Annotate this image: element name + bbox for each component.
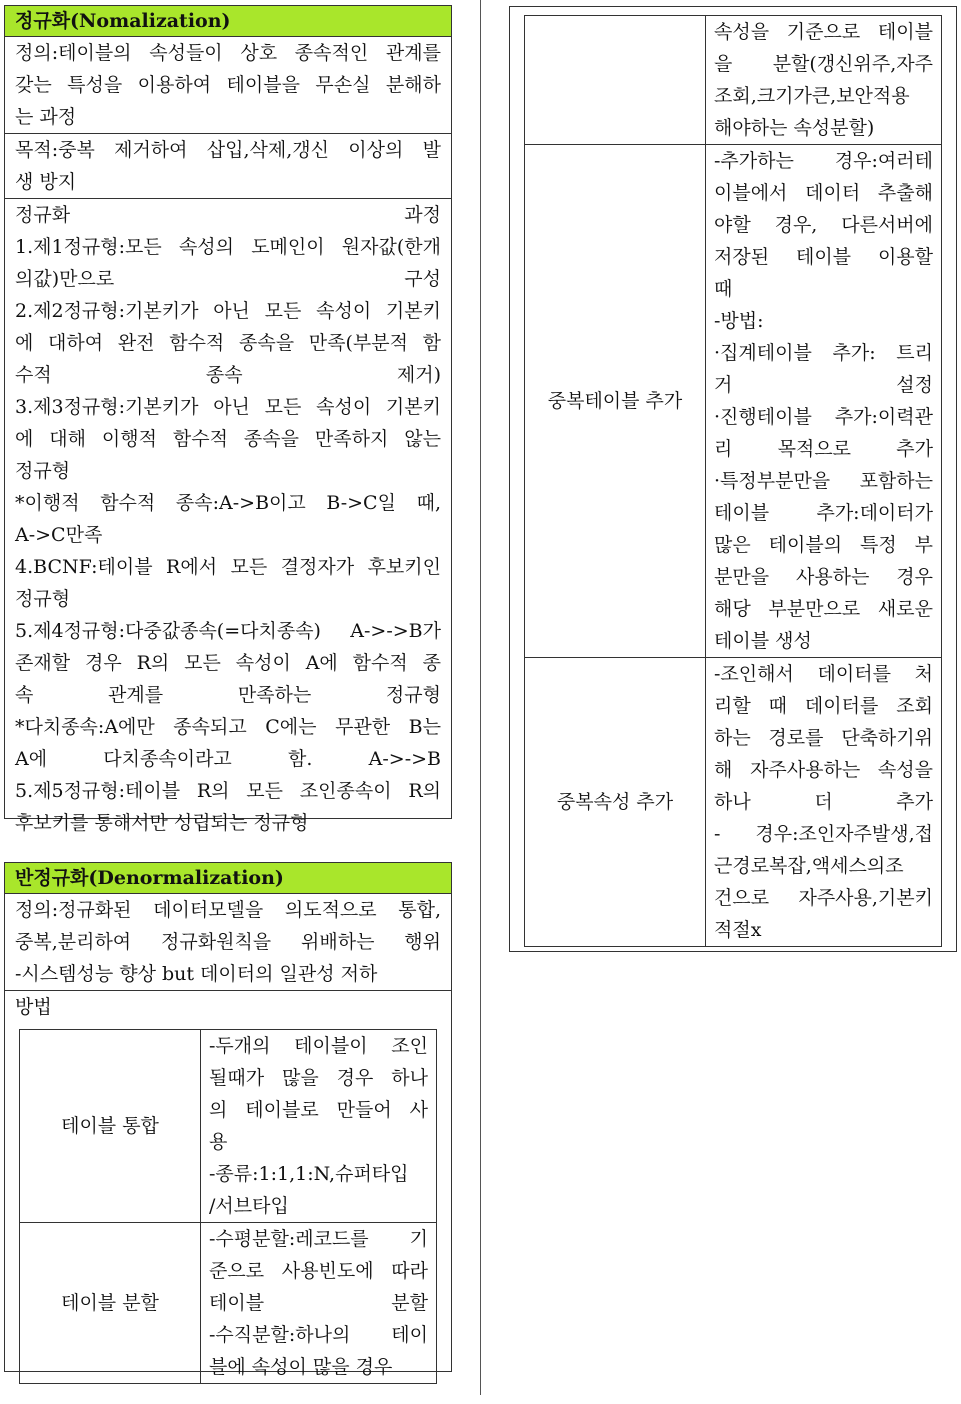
text-line: 조회,크기가큰,보안적용 [714,85,910,107]
text-line: -두개의 테이블이 조인 [209,1035,428,1057]
text-line: 에 대하여 완전 함수적 종속을 만족(부분적 함 [15,332,441,354]
text-line: 중복,분리하여 정규화원칙을 위배하는 행위 [15,931,441,953]
text-line: 적절x [714,919,762,941]
text-line: ·집계테이블 추가: 트리 [714,342,933,364]
text-line: /서브타입 [209,1195,289,1217]
text-line: 의 테이블로 만들어 사 [209,1099,428,1121]
row-label [525,16,706,145]
text-line: 테이블 분할 [209,1292,428,1314]
text-line: 목적:중복 제거하여 삽입,삭제,갱신 이상의 발 [15,139,441,161]
text-line: 수적 종속 제거) [15,364,441,386]
row-description [201,1030,437,1223]
text-line: 갖는 특성을 이용하여 테이블을 무손실 분해하 [15,74,441,96]
text-line: A에 다치종속이라고 함. A->->B [15,748,441,770]
text-line: 1.제1정규형:모든 속성의 도메인이 원자값(한개 [15,236,441,258]
normalization-box [4,5,452,834]
normalization-process [5,199,451,839]
text-line: 을 분할(갱신위주,자주 [714,53,933,75]
text-line: 속성을 기준으로 테이블 [714,21,933,43]
method-label: 방법 [15,996,52,1018]
text-line: 때 [714,278,733,300]
text-line: 리할 때 데이터를 조회 [714,695,933,717]
row-label: 테이블 통합 [20,1030,201,1223]
text-line: 하나 더 추가 [714,791,933,813]
text-line: 근경로복잡,액세스의조 [714,855,904,877]
text-line: 해당 부분만으로 새로운 [714,598,933,620]
row-label: 중복속성 추가 [525,658,706,947]
text-line: 정규화 과정 [15,204,441,226]
normalization-title: 정규화(Nomalization) [5,6,451,37]
text-line: A->C만족 [15,524,103,546]
text-line: 테이블 추가:데이터가 [714,502,933,524]
text-line: 해야하는 속성분할) [714,117,875,139]
text-line: 분만을 사용하는 경우 [714,566,933,588]
text-line: 야할 경우, 다른서버에 [714,214,933,236]
denormalization-box [4,862,452,1378]
text-line: 많은 테이블의 특정 부 [714,534,933,556]
text-line: 이블에서 데이터 추출해 [714,182,933,204]
text-line: 속 관계를 만족하는 정규형 [15,684,441,706]
text-line: 테이블 생성 [714,630,812,652]
text-line: 후보키를 통해서만 성립되는 정규형 [15,812,309,834]
text-line: 정규형 [15,588,71,610]
text-line: -조인해서 데이터를 처 [714,663,933,685]
table-row [525,16,942,145]
text-line: -방법: [714,310,764,332]
right-box [509,6,957,952]
text-line: 저장된 테이블 이용할 [714,246,933,268]
text-line: 준으로 사용빈도에 따라 [209,1260,428,1282]
table-row [20,1030,437,1223]
row-description [706,145,942,658]
text-line: -수평분할:레코드를 기 [209,1228,428,1250]
text-line: 정규형 [15,460,71,482]
denormalization-method-section [5,991,451,1378]
denormalization-title: 반정규화(Denormalization) [5,863,451,894]
text-line: 3.제3정규형:기본키가 아닌 모든 속성이 기본키 [15,396,441,418]
table-row [525,145,942,658]
text-line: -추가하는 경우:여러테 [714,150,933,172]
denormalization-definition [5,894,451,991]
row-description [706,658,942,947]
text-line: *이행적 함수적 종속:A->B이고 B->C일 때, [15,492,441,514]
text-line: 될때가 많을 경우 하나 [209,1067,428,1089]
text-line: 해 자주사용하는 속성을 [714,759,933,781]
right-table [524,15,942,947]
text-line: 정의:정규화된 데이터모델을 의도적으로 통합, [15,899,441,921]
text-line: -시스템성능 향상 but 데이터의 일관성 저하 [15,963,378,985]
text-line: 2.제2정규형:기본키가 아닌 모든 속성이 기본키 [15,300,441,322]
text-line: 건으로 자주사용,기본키 [714,887,933,909]
text-line: 용 [209,1131,228,1153]
text-line: 4.BCNF:테이블 R에서 모든 결정자가 후보키인 [15,556,441,578]
text-line: 리 목적으로 추가 [714,438,933,460]
row-description [201,1223,437,1384]
text-line: -수직분할:하나의 테이 [209,1324,428,1346]
text-line: 생 방지 [15,171,77,193]
text-line: 블에 속성이 많을 경우 [209,1356,393,1378]
text-line: -종류:1:1,1:N,슈퍼타입 [209,1163,409,1185]
row-description [706,16,942,145]
text-line: ·진행테이블 추가:이력관 [714,406,933,428]
text-line: 정의:테이블의 속성들이 상호 종속적인 관계를 [15,42,441,64]
text-line: 거 설정 [714,374,933,396]
normalization-definition [5,37,451,134]
method-table [19,1029,437,1384]
text-line: 존재할 경우 R의 모든 속성이 A에 함수적 종 [15,652,441,674]
text-line: *다치종속:A에만 종속되고 C에는 무관한 B는 [15,716,441,738]
row-label: 테이블 분할 [20,1223,201,1384]
table-row [20,1223,437,1384]
table-row [525,658,942,947]
text-line: - 경우:조인자주발생,접 [714,823,933,845]
column-divider [480,0,481,1395]
text-line: 5.제4정규형:다중값종속(=다치종속) A->->B가 [15,620,441,642]
text-line: 의값)만으로 구성 [15,268,441,290]
row-label: 중복테이블 추가 [525,145,706,658]
text-line: 는 과정 [15,106,77,128]
text-line: 5.제5정규형:테이블 R의 모든 조인종속이 R의 [15,780,441,802]
text-line: ·특정부분만을 포함하는 [714,470,933,492]
text-line: 하는 경로를 단축하기위 [714,727,933,749]
normalization-purpose [5,134,451,199]
text-line: 에 대해 이행적 함수적 종속을 만족하지 않는 [15,428,441,450]
